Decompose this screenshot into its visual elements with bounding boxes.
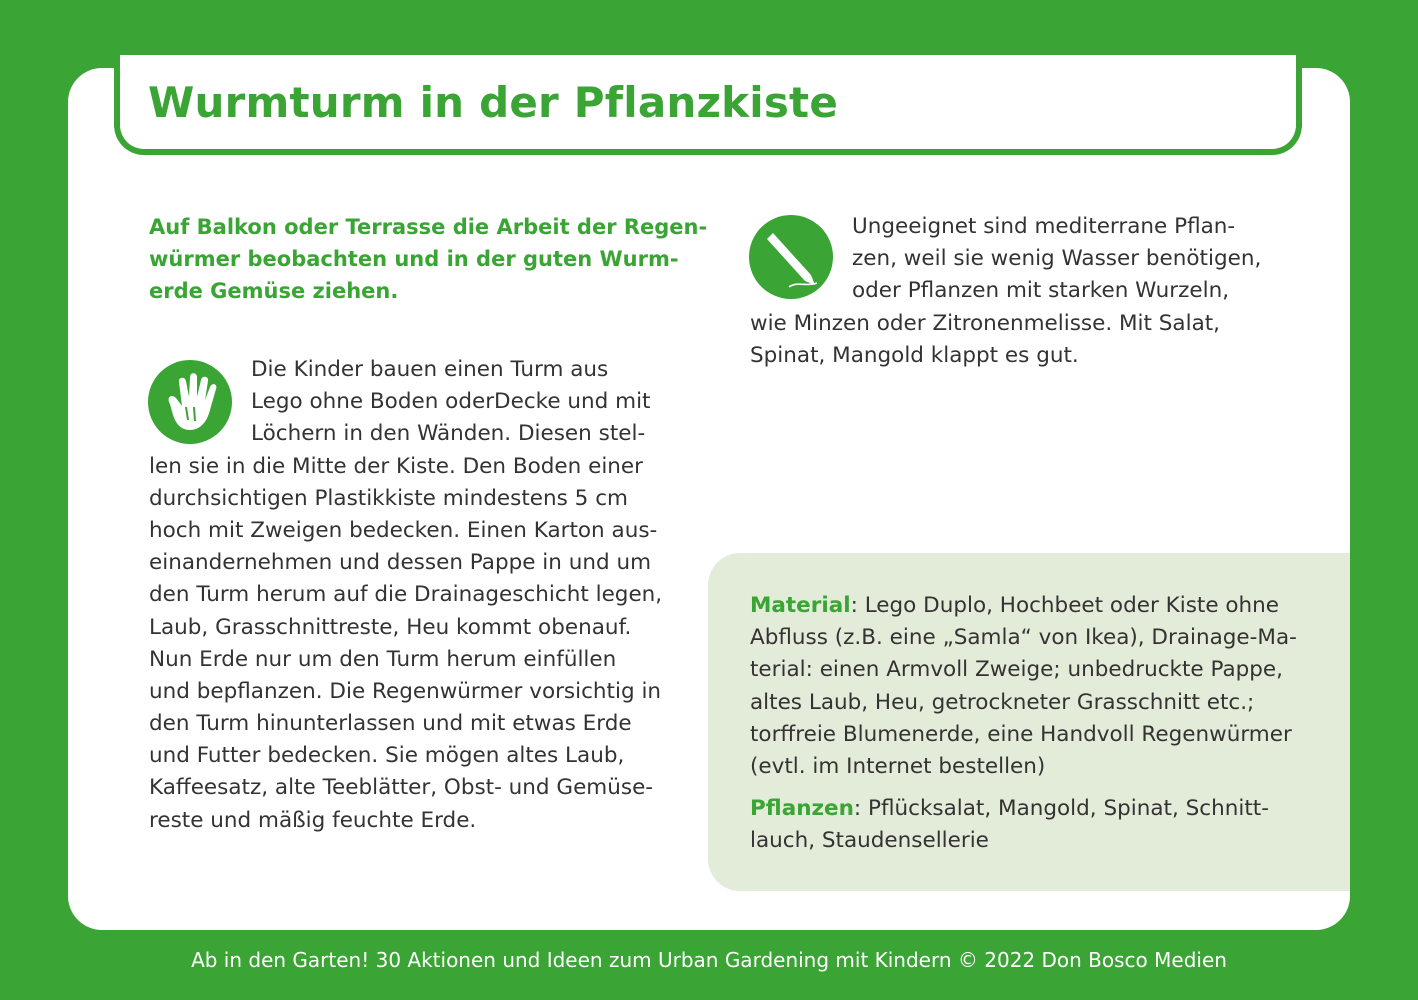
material-line: altes Laub, Heu, getrockneter Grasschnitt etc.; bbox=[750, 689, 1255, 715]
text-line: oder Pflanzen mit starken Wurzeln, bbox=[852, 278, 1230, 304]
text-line: reste und mäßig feuchte Erde. bbox=[149, 807, 477, 833]
text-line: wie Minzen oder Zitronenmelisse. Mit Salat, bbox=[750, 310, 1221, 336]
text-line: Laub, Grasschnittreste, Heu kommt obenauf. bbox=[149, 614, 632, 640]
instructions-text bbox=[149, 354, 662, 837]
text-line: Spinat, Mangold klappt es gut. bbox=[750, 342, 1079, 368]
hint-text bbox=[750, 211, 1261, 372]
intro-line: Auf Balkon oder Terrasse die Arbeit der Regen- bbox=[149, 215, 708, 239]
material-line: (evtl. im Internet bestellen) bbox=[750, 753, 1046, 779]
plants-line: lauch, Staudensellerie bbox=[750, 828, 989, 854]
plants-value: : Pflücksalat, Mangold, Spinat, Schnitt- bbox=[853, 796, 1269, 822]
text-line: Ungeeignet sind mediterrane Pflan- bbox=[852, 214, 1236, 239]
materials-text bbox=[750, 590, 1297, 858]
spacer bbox=[750, 783, 1297, 793]
text-line: und Futter bedecken. Sie mögen altes Laub, bbox=[149, 743, 625, 769]
material-line bbox=[750, 590, 1297, 622]
text-line: len sie in die Mitte der Kiste. Den Boden einer bbox=[149, 453, 643, 479]
material-line: torffreie Blumenerde, eine Handvoll Regenwürmer bbox=[750, 721, 1292, 747]
material-value: : Lego Duplo, Hochbeet oder Kiste ohne bbox=[850, 593, 1280, 618]
text-line: den Turm herum auf die Drainageschicht legen, bbox=[149, 582, 663, 608]
text-line: Nun Erde nur um den Turm herum einfüllen bbox=[149, 646, 617, 672]
text-line: durchsichtigen Plastikkiste mindestens 5 cm bbox=[149, 485, 628, 511]
page-title: Wurmturm in der Pflanzkiste bbox=[148, 78, 839, 127]
text-line: zen, weil sie wenig Wasser benötigen, bbox=[852, 246, 1262, 272]
intro-line: erde Gemüse ziehen. bbox=[149, 279, 399, 304]
material-label: Material bbox=[750, 593, 851, 618]
text-line: Kaffeesatz, alte Teeblätter, Obst- und Gemüse- bbox=[149, 775, 654, 801]
footer-copyright: Ab in den Garten! 30 Aktionen und Ideen zum Urban Gardening mit Kindern © 2022 Don Bosco Medien bbox=[191, 948, 1227, 972]
text-line: den Turm hinunterlassen und mit etwas Erde bbox=[149, 711, 632, 737]
plants-label: Pflanzen bbox=[750, 796, 854, 822]
text-line: Lego ohne Boden oderDecke und mit bbox=[251, 389, 651, 415]
intro-text bbox=[149, 211, 707, 308]
text-line: Löchern in den Wänden. Diesen stel- bbox=[251, 421, 646, 447]
plants-line bbox=[750, 793, 1297, 825]
material-line: terial: einen Armvoll Zweige; unbedruckte Pappe, bbox=[750, 657, 1283, 683]
text-line: einandernehmen und dessen Pappe in und um bbox=[149, 550, 652, 576]
intro-line: würmer beobachten und in der guten Wurm- bbox=[149, 247, 679, 272]
text-line: hoch mit Zweigen bedecken. Einen Karton aus- bbox=[149, 517, 658, 543]
text-line: Die Kinder bauen einen Turm aus bbox=[251, 357, 609, 382]
material-line: Abfluss (z.B. eine „Samla“ von Ikea), Drainage-Ma- bbox=[750, 625, 1297, 651]
text-line: und bepflanzen. Die Regenwürmer vorsichtig in bbox=[149, 678, 662, 704]
